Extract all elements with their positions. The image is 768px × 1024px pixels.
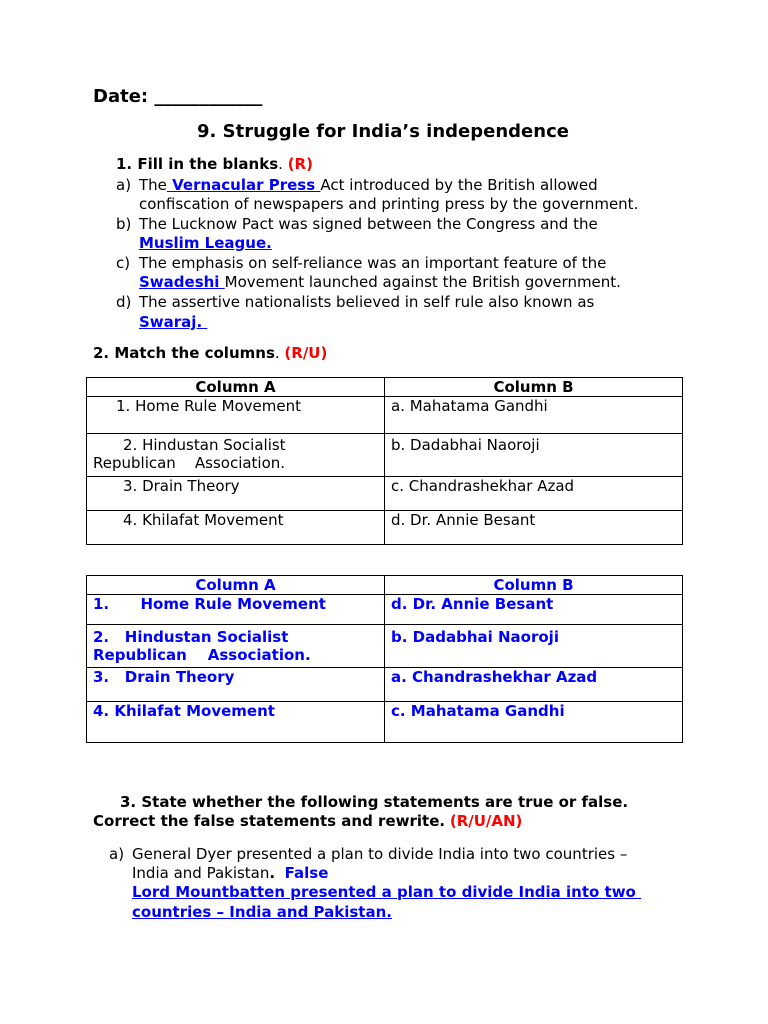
date-label: Date: ____________ [93, 86, 263, 107]
cell-a-line2: Republican Association. [93, 454, 286, 472]
table-row [87, 397, 683, 434]
table-row [87, 477, 683, 511]
cell-b: b. Dadabhai Naoroji [385, 625, 683, 668]
cell-a: 3. Drain Theory [87, 668, 385, 702]
q1-item-d-line1: The assertive nationalists believed in self rule also known as [139, 293, 595, 311]
column-a-header: Column A [87, 378, 385, 397]
q1-item-a-line2: confiscation of newspapers and printing press by the government. [139, 195, 639, 213]
q3-tag: (R/U/AN) [449, 812, 523, 830]
q3-item-a-letter: a) [109, 845, 125, 863]
table-row [87, 702, 683, 743]
table-row [87, 434, 683, 477]
q1-item-a-letter: a) [116, 176, 132, 194]
cell-b: d. Dr. Annie Besant [385, 511, 683, 545]
q1-tag: (R) [287, 155, 313, 173]
cell-a: 3. Drain Theory [87, 477, 385, 511]
column-a-header: Column A [87, 576, 385, 595]
q1-item-b-answer: Muslim League. [139, 234, 272, 252]
cell-a-line2: Republican Association. [93, 646, 311, 664]
q3-item-a-line1: General Dyer presented a plan to divide India into two countries – [132, 845, 628, 863]
column-b-header: Column B [385, 576, 683, 595]
cell-b: d. Dr. Annie Besant [385, 595, 683, 625]
table-row [87, 668, 683, 702]
q1-item-a-answer: Vernacular Press [166, 176, 321, 194]
q3-heading-line2-text: Correct the false statements and rewrite. [93, 812, 446, 830]
q1-item-d-letter: d) [116, 293, 132, 311]
cell-a: 4. Khilafat Movement [87, 511, 385, 545]
q3-item-a-line2: India and Pakistan. False [132, 864, 329, 882]
q2-heading-text: 2. Match the columns [93, 344, 275, 362]
q3-item-a-correction-line1: Lord Mountbatten presented a plan to divide India into two [132, 883, 642, 901]
q3-heading-line1: 3. State whether the following statements are true or false. [120, 793, 629, 811]
cell-a: 4. Khilafat Movement [87, 702, 385, 743]
q1-item-c-answer: Swadeshi [139, 273, 225, 291]
q2-heading: 2. Match the columns. (R/U) [93, 344, 328, 362]
cell-a-line1: 2. Hindustan Socialist [93, 628, 289, 646]
cell-b: c. Chandrashekhar Azad [385, 477, 683, 511]
cell-b: a. Chandrashekhar Azad [385, 668, 683, 702]
q2-tag: (R/U) [284, 344, 328, 362]
q1-item-c-letter: c) [116, 254, 131, 272]
cell-a: 1. Home Rule Movement [87, 595, 385, 625]
q1-item-d-answer: Swaraj. [139, 313, 208, 331]
q1-item-c-line2 [139, 273, 621, 291]
column-b-header: Column B [385, 378, 683, 397]
match-answer-table [86, 575, 683, 743]
q3-item-a-verdict: False [284, 864, 329, 882]
chapter-title: 9. Struggle for India’s independence [197, 121, 569, 142]
q3-item-a-line2-text: India and Pakistan [132, 864, 270, 882]
q1-item-b-letter: b) [116, 215, 132, 233]
q1-item-b-line1: The Lucknow Pact was signed between the Congress and the [139, 215, 598, 233]
table-row [87, 511, 683, 545]
cell-b: b. Dadabhai Naoroji [385, 434, 683, 477]
q1-item-a-pre: The [139, 176, 167, 194]
table-header-row [87, 576, 683, 595]
cell-a-line1: 2. Hindustan Socialist [123, 436, 286, 454]
q1-item-c-post: Movement launched against the British government. [224, 273, 621, 291]
cell-b: a. Mahatama Gandhi [385, 397, 683, 434]
q3-item-a-correction-line2: countries – India and Pakistan. [132, 903, 392, 921]
table-row [87, 595, 683, 625]
cell-a [87, 625, 385, 668]
cell-b: c. Mahatama Gandhi [385, 702, 683, 743]
match-question-table [86, 377, 683, 545]
q1-heading: 1. Fill in the blanks. (R) [116, 155, 313, 173]
q1-item-a-line1 [139, 176, 598, 194]
table-row [87, 625, 683, 668]
q1-item-a-post: Act introduced by the British allowed [320, 176, 598, 194]
cell-a [87, 434, 385, 477]
q1-item-c-line1: The emphasis on self-reliance was an important feature of the [139, 254, 607, 272]
cell-a: 1. Home Rule Movement [87, 397, 385, 434]
q1-heading-text: 1. Fill in the blanks [116, 155, 279, 173]
q3-heading-line2 [93, 812, 522, 830]
table-header-row [87, 378, 683, 397]
